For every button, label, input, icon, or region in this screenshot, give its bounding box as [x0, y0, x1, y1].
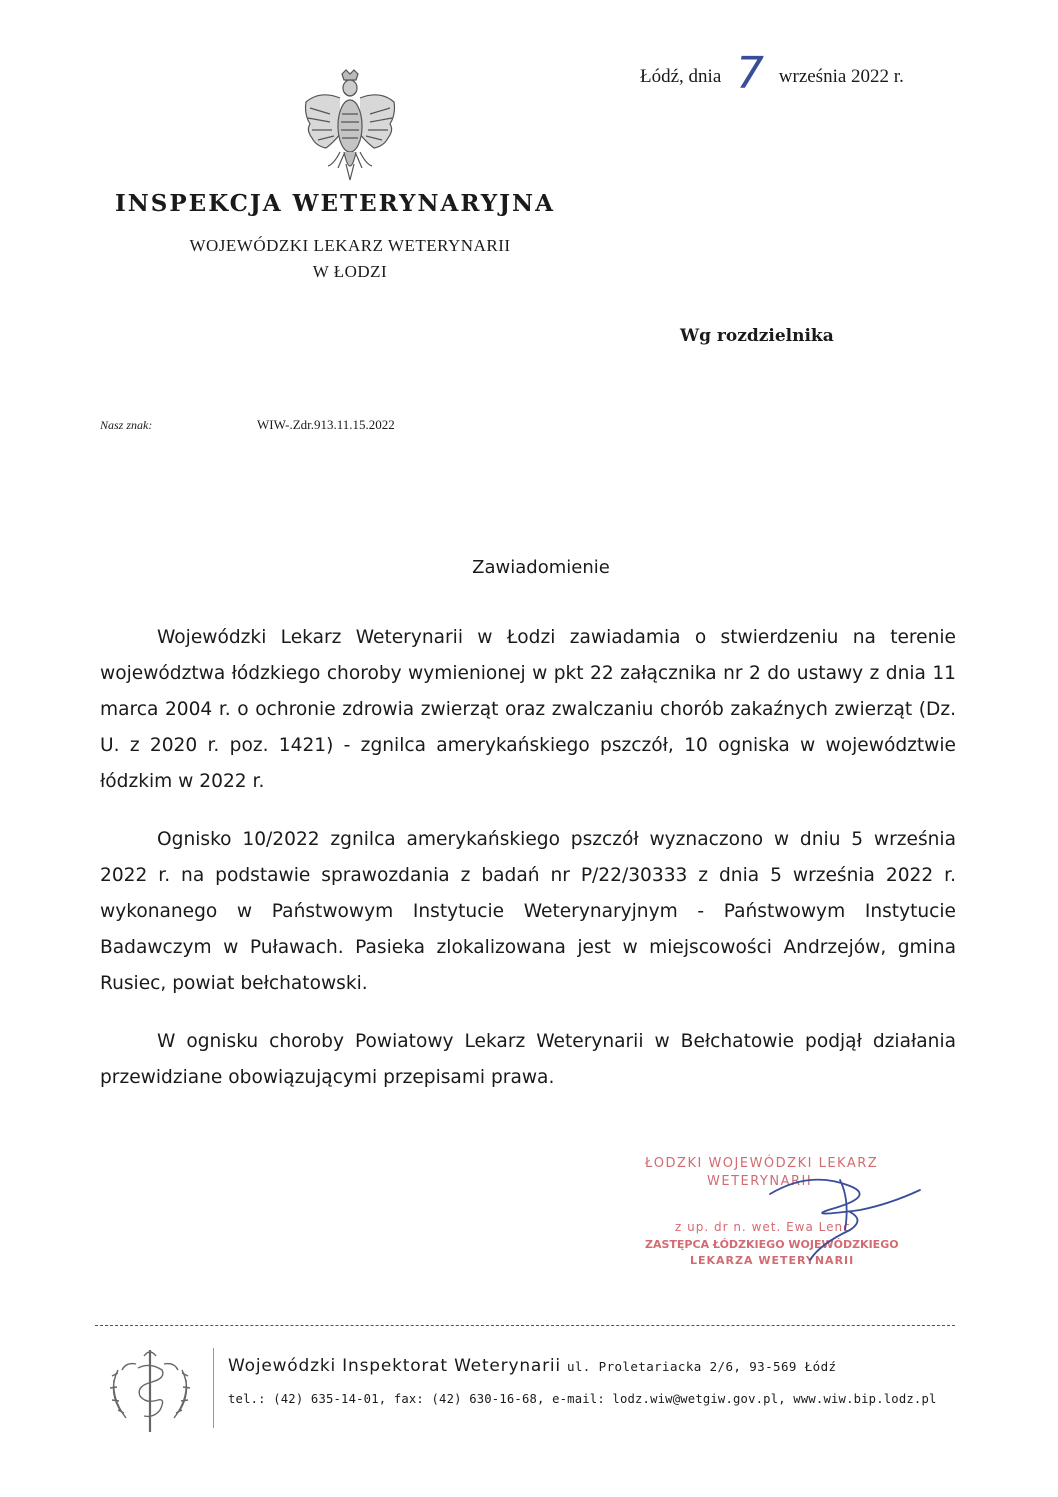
- body-paragraph-2: Ognisko 10/2022 zgnilca amerykańskiego pszczół wyznaczono w dniu 5 września 2022 r. na podstawie sprawozdania z badań nr P/22/30333 z dnia 5 września 2022 r. wykonanego w Państwowym Instytucie Weterynaryjnym - Państwowym Instytucie Badawczym w Puławach. Pasieka zlokalizowana jest w miejscowości Andrzejów, gmina Rusiec, powiat bełchatowski.: [100, 829, 956, 994]
- veterinary-caduceus-icon: [100, 1340, 200, 1440]
- footer-divider-line: [95, 1325, 955, 1326]
- body-paragraph-3: W ognisku choroby Powiatowy Lekarz Weterynarii w Bełchatowie podjął działania przewidziane obowiązującymi przepisami prawa.: [100, 1031, 956, 1088]
- reference-number: WIW-.Zdr.913.11.15.2022: [257, 417, 395, 432]
- reference-label: Nasz znak:: [100, 418, 153, 432]
- organization-title: INSPEKCJA WETERYNARYJNA: [115, 190, 555, 217]
- date-suffix: września 2022 r.: [778, 66, 904, 87]
- stamp-line-4: ZASTĘPCA ŁÓDZKIEGO WOJEWÓDZKIEGO: [645, 1238, 899, 1251]
- stamp-line-2: WETERYNARII: [707, 1174, 813, 1189]
- date-day-handwritten: 7: [736, 48, 765, 99]
- footer-vertical-divider: [213, 1348, 214, 1428]
- footer-address: ul. Proletariacka 2/6, 93-569 Łódź: [566, 1359, 837, 1374]
- recipient: Wg rozdzielnika: [680, 326, 834, 346]
- footer-organization-line: [228, 1356, 836, 1376]
- polish-eagle-icon: [300, 68, 400, 186]
- stamp-line-5: LEKARZA WETERYNARII: [690, 1254, 855, 1267]
- organization-subtitle-2: W ŁODZI: [312, 262, 388, 281]
- footer-organization-name: Wojewódzki Inspektorat Weterynarii: [228, 1356, 561, 1376]
- stamp-line-3: z up. dr n. wet. Ewa Lenc: [675, 1220, 851, 1234]
- document-title: Zawiadomienie: [472, 557, 610, 578]
- handwritten-signature: [700, 1160, 940, 1270]
- stamp-line-1: ŁODZKI WOJEWÓDZKI LEKARZ: [645, 1156, 879, 1171]
- organization-subtitle-1: WOJEWÓDZKI LEKARZ WETERYNARII: [189, 236, 511, 255]
- body-paragraph-1: Wojewódzki Lekarz Weterynarii w Łodzi zawiadamia o stwierdzeniu na terenie województwa łódzkiego choroby wymienionej w pkt 22 załącznika nr 2 do ustawy z dnia 11 marca 2004 r. o ochronie zdrowia zwierząt oraz zwalczaniu chorób zakaźnych zwierząt (Dz. U. z 2020 r. poz. 1421) - zgnilca amerykańskiego pszczół, 10 ogniska w województwie łódzkim w 2022 r.: [100, 627, 956, 792]
- footer-contact: tel.: (42) 635-14-01, fax: (42) 630-16-68, e-mail: lodz.wiw@wetgiw.gov.pl, www.wiw.bip.lodz.pl: [228, 1392, 937, 1406]
- document-date: [640, 48, 904, 99]
- document-body: [100, 620, 956, 1118]
- date-prefix: Łódź, dnia: [640, 66, 722, 87]
